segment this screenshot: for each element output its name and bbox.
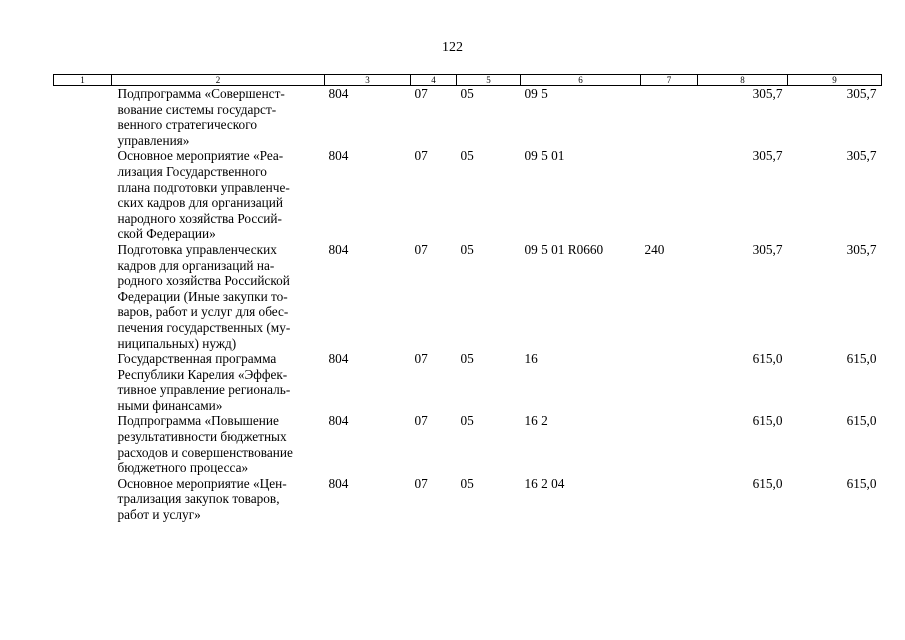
table-row — [54, 242, 882, 351]
row-name-cell: Подпрограмма «Совершенст- вование системы государст- венного стратегического управления» — [117, 86, 285, 148]
row-name-cell: Подготовка управленческих кадров для организаций на- родного хозяйства Российской Федерации (Иные закупки то- варов, работ и услуг для обес- печения государственных (му- ниципальных) нужд) — [117, 241, 291, 351]
table-row — [54, 413, 882, 475]
cell-col9: 615,0 — [846, 351, 877, 367]
cell-col7 — [641, 86, 698, 149]
cell-col5: 05 — [460, 475, 474, 491]
row-name-cell: Государственная программа Республики Карелия «Эффек- тивное управление региональ- ными финансами» — [117, 351, 291, 413]
cell-col6: 16 2 04 — [524, 475, 565, 491]
cell-col4: 07 — [414, 351, 428, 367]
cell-col5: 05 — [460, 241, 474, 257]
row-name-cell: Основное мероприятие «Реа- лизация Государственного плана подготовки управленче- ских кадров для организаций народного хозяйства Россий- ской Федерации» — [117, 148, 290, 242]
cell-col7 — [641, 476, 698, 523]
row-name-cell: Подпрограмма «Повышение результативности бюджетных расходов и совершенствование бюджетного процесса» — [117, 413, 293, 476]
column-header: 6 — [521, 75, 641, 86]
cell-col1 — [54, 148, 112, 242]
cell-col5: 05 — [460, 148, 474, 164]
cell-col1 — [54, 413, 112, 475]
cell-col4: 07 — [414, 148, 428, 164]
cell-col9: 615,0 — [846, 475, 877, 491]
table-row — [54, 476, 882, 523]
cell-col3: 804 — [328, 351, 349, 367]
cell-col4: 07 — [414, 413, 428, 429]
cell-col4: 07 — [414, 475, 428, 491]
cell-col7 — [641, 351, 698, 413]
cell-col3: 804 — [328, 86, 349, 101]
cell-col6: 09 5 01 — [524, 148, 565, 164]
cell-col4: 07 — [414, 86, 428, 101]
cell-col9: 305,7 — [846, 86, 877, 101]
table-row — [54, 148, 882, 242]
cell-col8: 615,0 — [752, 351, 783, 367]
column-header: 4 — [411, 75, 457, 86]
cell-col5: 05 — [460, 351, 474, 367]
cell-col7 — [641, 148, 698, 242]
cell-col9: 615,0 — [846, 413, 877, 429]
cell-col7 — [641, 413, 698, 475]
cell-col3: 804 — [328, 241, 349, 257]
table-body — [54, 86, 882, 523]
cell-col1 — [54, 476, 112, 523]
cell-col7: 240 — [644, 241, 665, 257]
cell-col4: 07 — [414, 241, 428, 257]
cell-col9: 305,7 — [846, 241, 877, 257]
cell-col8: 615,0 — [752, 413, 783, 429]
column-header: 7 — [641, 75, 698, 86]
cell-col3: 804 — [328, 475, 349, 491]
header-row — [54, 75, 882, 86]
column-header: 8 — [698, 75, 788, 86]
column-header: 9 — [788, 75, 882, 86]
cell-col8: 305,7 — [752, 86, 783, 101]
cell-col8: 305,7 — [752, 148, 783, 164]
cell-col8: 305,7 — [752, 241, 783, 257]
budget-table — [53, 74, 882, 523]
cell-col3: 804 — [328, 148, 349, 164]
cell-col9: 305,7 — [846, 148, 877, 164]
cell-col6: 09 5 01 R0660 — [524, 241, 604, 257]
cell-col5: 05 — [460, 413, 474, 429]
column-header: 1 — [54, 75, 112, 86]
cell-col5: 05 — [460, 86, 474, 101]
table-row — [54, 351, 882, 413]
cell-col1 — [54, 242, 112, 351]
column-header: 2 — [112, 75, 325, 86]
cell-col6: 09 5 — [524, 86, 548, 101]
cell-col6: 16 — [524, 351, 538, 367]
cell-col1 — [54, 86, 112, 149]
cell-col6: 16 2 — [524, 413, 548, 429]
cell-col3: 804 — [328, 413, 349, 429]
table-row — [54, 86, 882, 149]
column-header: 5 — [457, 75, 521, 86]
row-name-cell: Основное мероприятие «Цен- трализация закупок товаров, работ и услуг» — [117, 475, 287, 523]
cell-col8: 615,0 — [752, 475, 783, 491]
cell-col1 — [54, 351, 112, 413]
column-header: 3 — [325, 75, 411, 86]
page-number: 122 — [442, 40, 463, 55]
